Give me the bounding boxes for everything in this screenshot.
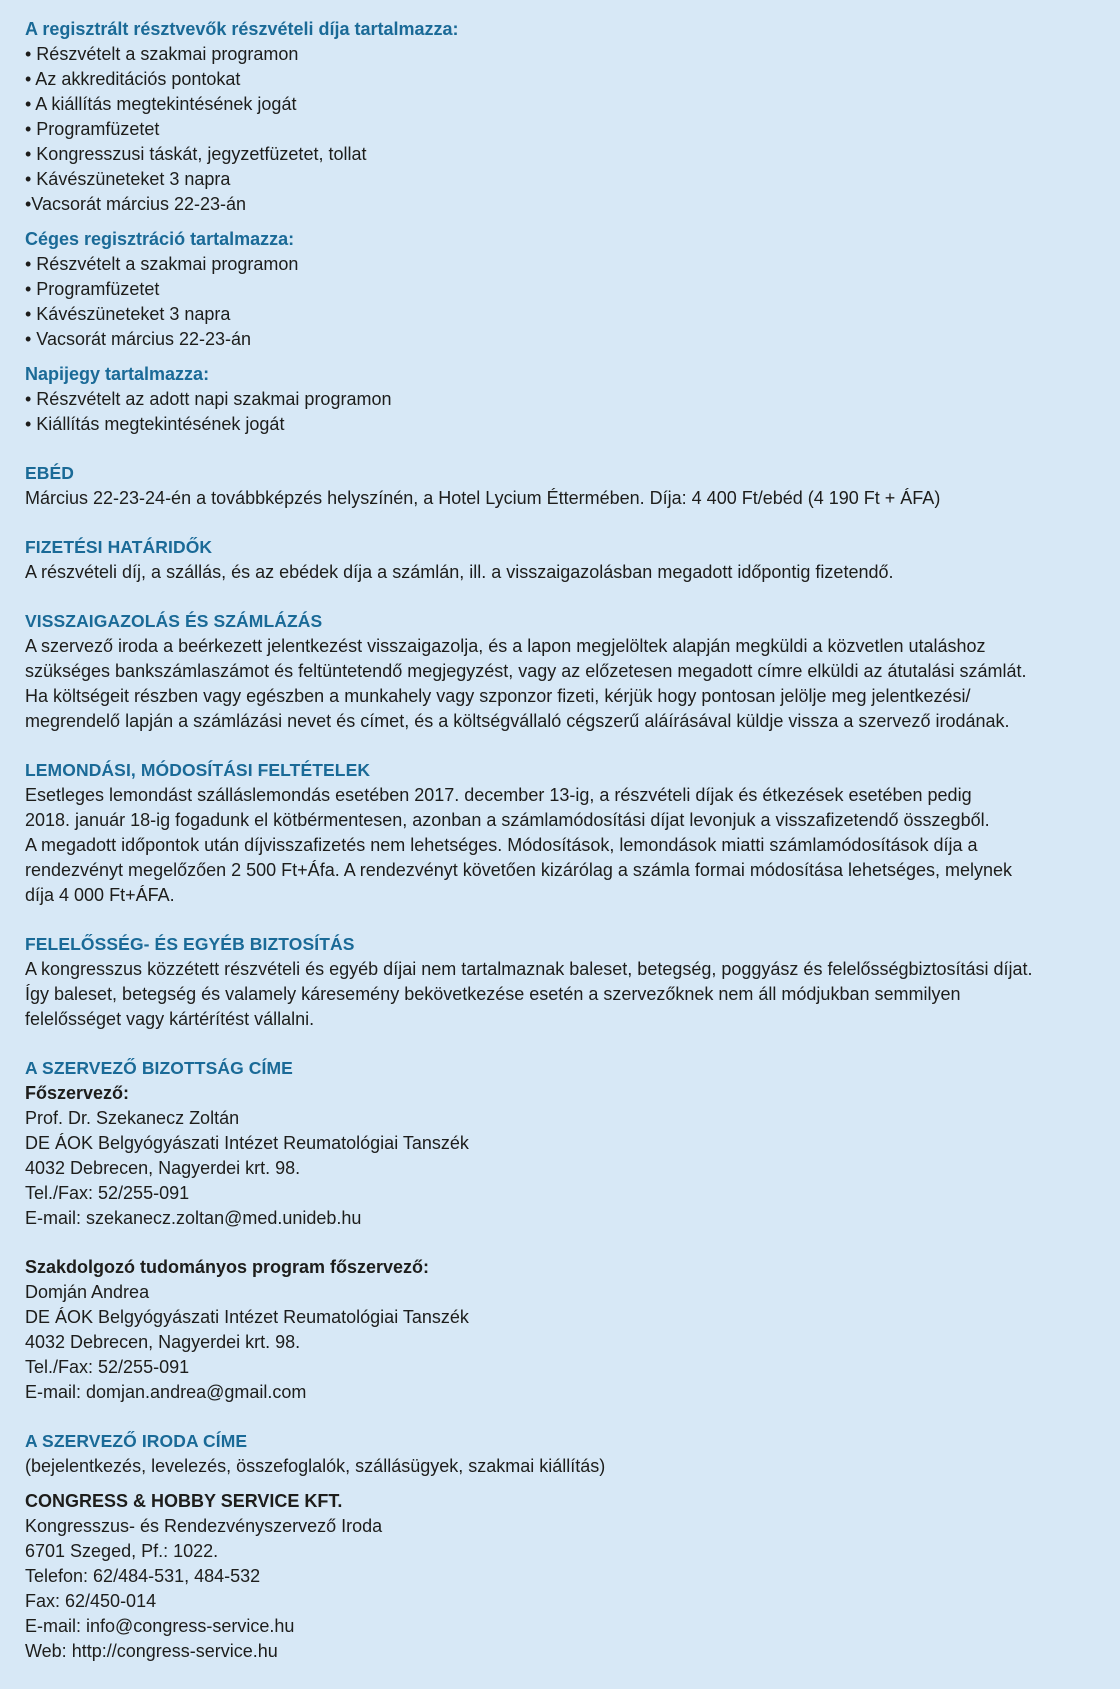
list-item: • Részvételt az adott napi szakmai programon <box>25 389 392 409</box>
list-item: •Vacsorát március 22-23-án <box>25 194 247 214</box>
list-item: • Kiállítás megtekintésének jogát <box>25 414 285 434</box>
office-section <box>25 1429 1120 1664</box>
list-item: • Kongresszusi táskát, jegyzetfüzetet, tollat <box>25 144 367 164</box>
contact-line: Prof. Dr. Szekanecz Zoltán <box>25 1108 240 1128</box>
paragraph-line: A megadott időpontok után díjvisszafizetés nem lehetséges. Módosítások, lemondások miatti számlamódosítások díja a <box>25 835 978 855</box>
lunch-text: Március 22-23-24-én a továbbképzés helyszínén, a Hotel Lycium Éttermében. Díja: 4 400 Ft/ebéd (4 190 Ft + ÁFA) <box>25 488 941 508</box>
company-registration-heading: Céges regisztráció tartalmazza: <box>25 229 295 249</box>
contact-line: Telefon: 62/484-531, 484-532 <box>25 1566 261 1586</box>
paragraph-line: A kongresszus közzétett részvételi és egyéb díjai nem tartalmaznak baleset, betegség, poggyász és felelősségbiztosítási díjat. <box>25 959 1033 979</box>
payment-deadlines-section <box>25 535 1120 585</box>
paragraph-line: megrendelő lapján a számlázási nevet és címet, és a költségvállaló cégszerű aláírásával küldje vissza a szervező irodának. <box>25 711 1010 731</box>
participant-fee-heading: A regisztrált résztvevők részvételi díja tartalmazza: <box>25 19 459 39</box>
contact-line: 4032 Debrecen, Nagyerdei krt. 98. <box>25 1332 301 1352</box>
paragraph-line: Így baleset, betegség és valamely káresemény bekövetkezése esetén a szervezőknek nem áll módjukban semmilyen <box>25 984 961 1004</box>
list-item: • Programfüzetet <box>25 279 160 299</box>
list-item: • Az akkreditációs pontokat <box>25 69 241 89</box>
contact-email: E-mail: info@congress-service.hu <box>25 1616 295 1636</box>
contact-email: E-mail: domjan.andrea@gmail.com <box>25 1382 307 1402</box>
payment-deadlines-text: A részvételi díj, a szállás, és az ebédek díja a számlán, ill. a visszaigazolásban megadott időpontig fizetendő. <box>25 562 894 582</box>
list-item: • Részvételt a szakmai programon <box>25 44 299 64</box>
contact-line: 4032 Debrecen, Nagyerdei krt. 98. <box>25 1158 301 1178</box>
office-subtitle: (bejelentkezés, levelezés, összefoglalók, szállásügyek, szakmai kiállítás) <box>25 1456 606 1476</box>
contact-line: 6701 Szeged, Pf.: 1022. <box>25 1541 219 1561</box>
participant-fee-section <box>25 17 1120 217</box>
office-company-name: CONGRESS & HOBBY SERVICE KFT. <box>25 1491 343 1511</box>
confirmation-section <box>25 609 1120 734</box>
paragraph-line: felelősséget vagy kártérítést vállalni. <box>25 1009 315 1029</box>
list-item: • Részvételt a szakmai programon <box>25 254 299 274</box>
day-ticket-heading: Napijegy tartalmazza: <box>25 364 210 384</box>
contact-web: Web: http://congress-service.hu <box>25 1641 278 1661</box>
company-registration-section <box>25 227 1120 352</box>
lunch-heading: EBÉD <box>25 463 75 483</box>
cancellation-section <box>25 758 1120 908</box>
day-ticket-section <box>25 362 1120 437</box>
contact-email: E-mail: szekanecz.zoltan@med.unideb.hu <box>25 1208 362 1228</box>
committee-section <box>25 1056 1120 1405</box>
chief-organizer-label: Főszervező: <box>25 1083 130 1103</box>
insurance-heading: FELELŐSSÉG- ÉS EGYÉB BIZTOSÍTÁS <box>25 934 355 954</box>
contact-line: Kongresszus- és Rendezvényszervező Iroda <box>25 1516 383 1536</box>
list-item: • Programfüzetet <box>25 119 160 139</box>
paragraph-line: szükséges bankszámlaszámot és feltüntetendő megjegyzést, vagy az előzetesen megadott címre elküldi az átutalási számlát. <box>25 661 1027 681</box>
paragraph-line: rendezvényt megelőzően 2 500 Ft+Áfa. A rendezvényt követően kizárólag a számla formai módosítása lehetséges, melynek <box>25 860 1013 880</box>
nurse-organizer-label: Szakdolgozó tudományos program főszervező: <box>25 1257 430 1277</box>
paragraph-line: díja 4 000 Ft+ÁFA. <box>25 885 175 905</box>
contact-line: Tel./Fax: 52/255-091 <box>25 1357 190 1377</box>
paragraph-line: Ha költségeit részben vagy egészben a munkahely vagy szponzor fizeti, kérjük hogy pontosan jelölje meg jelentkezési/ <box>25 686 971 706</box>
contact-line: Domján Andrea <box>25 1282 150 1302</box>
insurance-section <box>25 932 1120 1032</box>
confirmation-heading: VISSZAIGAZOLÁS ÉS SZÁMLÁZÁS <box>25 611 323 631</box>
list-item: • Kávészüneteket 3 napra <box>25 304 231 324</box>
paragraph-line: Esetleges lemondást szálláslemondás esetében 2017. december 13-ig, a részvételi díjak és étkezések esetében pedig <box>25 785 972 805</box>
list-item: • A kiállítás megtekintésének jogát <box>25 94 297 114</box>
cancellation-heading: LEMONDÁSI, MÓDOSÍTÁSI FELTÉTELEK <box>25 760 371 780</box>
contact-line: Tel./Fax: 52/255-091 <box>25 1183 190 1203</box>
contact-line: DE ÁOK Belgyógyászati Intézet Reumatológiai Tanszék <box>25 1133 469 1153</box>
payment-deadlines-heading: FIZETÉSI HATÁRIDŐK <box>25 537 213 557</box>
lunch-section <box>25 461 1120 511</box>
list-item: • Kávészüneteket 3 napra <box>25 169 231 189</box>
paragraph-line: 2018. január 18-ig fogadunk el kötbérmentesen, azonban a számlamódosítási díjat levonjuk a visszafizetendő összegből. <box>25 810 990 830</box>
office-heading: A SZERVEZŐ IRODA CÍME <box>25 1431 248 1451</box>
list-item: • Vacsorát március 22-23-án <box>25 329 252 349</box>
paragraph-line: A szervező iroda a beérkezett jelentkezést visszaigazolja, és a lapon megjelöltek alapján megküldi a közvetlen utaláshoz <box>25 636 986 656</box>
contact-line: DE ÁOK Belgyógyászati Intézet Reumatológiai Tanszék <box>25 1307 469 1327</box>
contact-line: Fax: 62/450-014 <box>25 1591 157 1611</box>
committee-heading: A SZERVEZŐ BIZOTTSÁG CÍME <box>25 1058 293 1078</box>
